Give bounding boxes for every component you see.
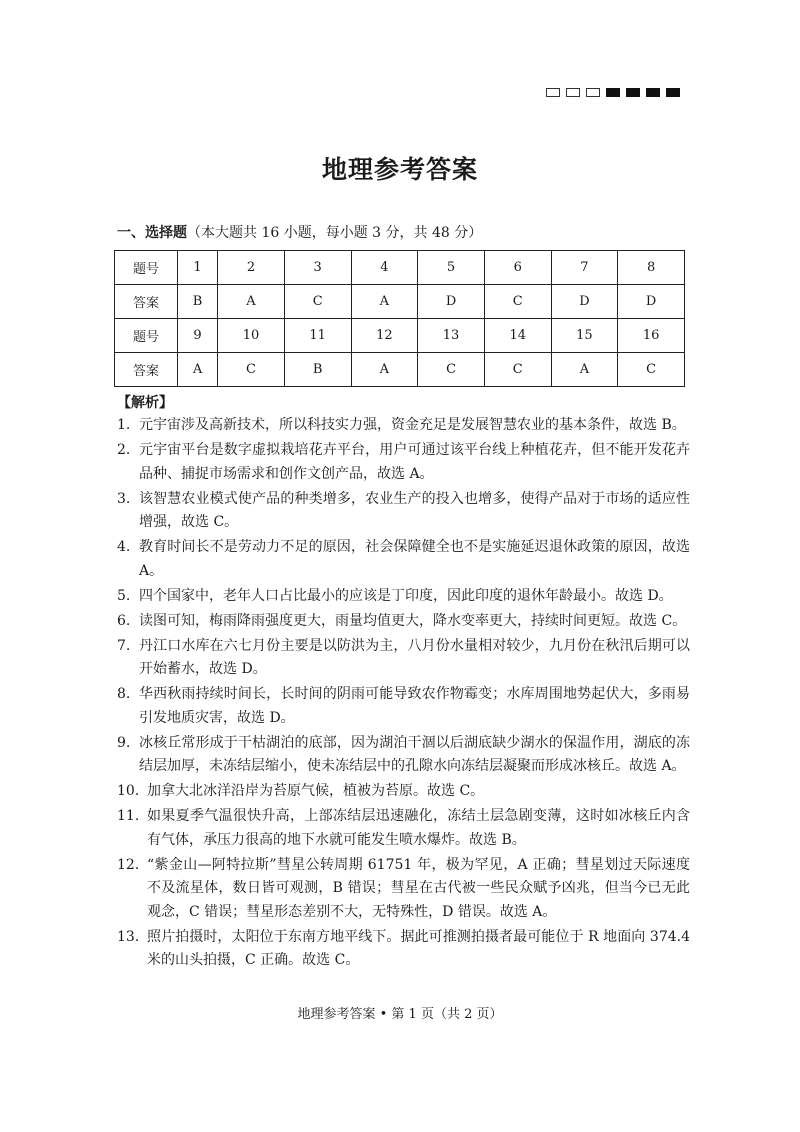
explanation-text: “紫金山—阿特拉斯”彗星公转周期 61751 年，极为罕见，A 正确；彗星划过天际速度不及流星体，数日皆可观测，B 错误；彗星在古代被一些民众赋予凶兆，但当今已无此观念，C 错误；彗星形态差别不大，无特殊性，D 错误。故选 A。 (147, 856, 690, 920)
table-row-header: 题号 (115, 319, 178, 353)
table-row (115, 285, 685, 319)
explanation-item (117, 805, 690, 852)
table-cell: 4 (351, 251, 418, 285)
table-row (115, 251, 685, 285)
table-cell: A (178, 353, 218, 387)
code-box-empty (566, 88, 580, 97)
explanation-text: 教育时间长不是劳动力不足的原因，社会保障健全也不是实施延迟退休政策的原因，故选 A。 (139, 539, 690, 579)
explanation-item (117, 683, 690, 730)
table-cell: 13 (418, 319, 485, 353)
table-cell: C (418, 353, 485, 387)
analysis-label: 【解析】 (117, 395, 173, 411)
explanation-text: 加拿大北冰洋沿岸为苔原气候，植被为苔原。故选 C。 (147, 783, 485, 799)
explanation-text: 元宇宙平台是数字虚拟栽培花卉平台，用户可通过该平台线上种植花卉，但不能开发花卉品种、捕捉市场需求和创作文创产品，故选 A。 (139, 442, 690, 482)
code-box-empty (546, 88, 560, 97)
table-cell: D (618, 285, 685, 319)
table-cell: D (418, 285, 485, 319)
explanation-number: 5. (117, 587, 131, 604)
explanation-text: 四个国家中，老年人口占比最小的应该是丁印度，因此印度的退休年龄最小。故选 D。 (139, 587, 673, 604)
code-box-filled (646, 88, 660, 97)
explanation-number: 2. (117, 442, 131, 458)
explanation-text: 元宇宙涉及高新技术，所以科技实力强，资金充足是发展智慧农业的基本条件，故选 B。 (139, 417, 686, 433)
explanation-item (117, 536, 690, 583)
explanation-number: 9. (117, 734, 131, 751)
explanation-number: 8. (117, 686, 131, 702)
table-cell: 12 (351, 319, 418, 353)
table-cell: D (551, 285, 618, 319)
explanation-number: 1. (117, 417, 131, 433)
section-heading (117, 222, 482, 242)
table-cell: 16 (618, 319, 685, 353)
table-cell: 14 (484, 319, 551, 353)
table-cell: C (484, 353, 551, 387)
code-box-filled (626, 88, 640, 97)
explanation-number: 4. (117, 539, 131, 555)
table-row-header: 题号 (115, 251, 178, 285)
code-box-empty (586, 88, 600, 97)
explanation-item (117, 414, 690, 438)
table-row (115, 353, 685, 387)
section-title: 一、选择题 (117, 225, 187, 241)
table-cell: B (178, 285, 218, 319)
table-cell: 9 (178, 319, 218, 353)
explanation-text: 照片拍摄时，太阳位于东南方地平线下。据此可推测拍摄者最可能位于 R 地面向 374.4 米的山头拍摄，C 正确。故选 C。 (147, 928, 690, 968)
explanation-text: 冰核丘常形成于干枯湖泊的底部，因为湖泊干涸以后湖底缺少湖水的保温作用，湖底的冻结层加厚，未冻结层缩小，使未冻结层中的孔隙水向冻结层凝聚而形成冰核丘。故选 A。 (139, 734, 690, 774)
explanation-number: 13. (117, 928, 140, 945)
page-code-marks (546, 88, 680, 97)
table-cell: 10 (218, 319, 285, 353)
explanation-item (117, 585, 690, 609)
explanation-number: 3. (117, 490, 131, 507)
table-cell: 15 (551, 319, 618, 353)
table-cell: B (284, 353, 351, 387)
table-cell: 8 (618, 251, 685, 285)
table-cell: 5 (418, 251, 485, 285)
section-note: （本大题共 16 小题，每小题 3 分，共 48 分） (187, 225, 483, 241)
table-cell: C (484, 285, 551, 319)
explanation-text: 华西秋雨持续时间长，长时间的阴雨可能导致农作物霉变；水库周围地势起伏大，多雨易引发地质灾害，故选 D。 (139, 686, 690, 726)
explanation-number: 6. (117, 612, 131, 629)
code-box-filled (666, 88, 680, 97)
explanation-number: 7. (117, 637, 131, 654)
table-cell: 6 (484, 251, 551, 285)
table-cell: A (351, 353, 418, 387)
explanation-item (117, 439, 690, 486)
explanation-item (117, 488, 690, 535)
page-footer: 地理参考答案 • 第 1 页（共 2 页） (297, 1007, 503, 1022)
table-row-header: 答案 (115, 285, 178, 319)
table-cell: 11 (284, 319, 351, 353)
answer-table (114, 250, 685, 387)
table-cell: C (618, 353, 685, 387)
explanation-number: 11. (117, 808, 140, 824)
table-cell: A (551, 353, 618, 387)
explanation-item (117, 635, 690, 682)
code-box-filled (606, 88, 620, 97)
table-cell: C (284, 285, 351, 319)
explanation-text: 读图可知，梅雨降雨强度更大，雨量均值更大，降水变率更大，持续时间更短。故选 C。 (139, 612, 687, 629)
table-cell: 3 (284, 251, 351, 285)
explanation-item (117, 780, 690, 804)
explanation-text: 丹江口水库在六七月份主要是以防洪为主，八月份水量相对较少，九月份在秋汛后期可以开始蓄水，故选 D。 (139, 637, 690, 677)
explanation-text: 如果夏季气温很快升高，上部冻结层迅速融化，冻结土层急剧变薄，这时如冰核丘内含有气体，承压力很高的地下水就可能发生喷水爆炸。故选 B。 (147, 808, 690, 848)
explanation-number: 12. (117, 856, 140, 873)
explanation-item (117, 854, 690, 925)
table-row (115, 319, 685, 353)
table-cell: A (351, 285, 418, 319)
table-cell: 1 (178, 251, 218, 285)
explanation-item (117, 610, 690, 634)
table-row-header: 答案 (115, 353, 178, 387)
table-cell: C (218, 353, 285, 387)
explanation-number: 10. (117, 783, 140, 799)
table-cell: 7 (551, 251, 618, 285)
table-cell: 2 (218, 251, 285, 285)
table-cell: A (218, 285, 285, 319)
page-title: 地理参考答案 (321, 155, 478, 184)
explanation-list (117, 414, 690, 974)
explanation-item (117, 926, 690, 973)
explanation-item (117, 732, 690, 779)
explanation-text: 该智慧农业模式使产品的种类增多，农业生产的投入也增多，使得产品对于市场的适应性增强，故选 C。 (139, 490, 690, 530)
